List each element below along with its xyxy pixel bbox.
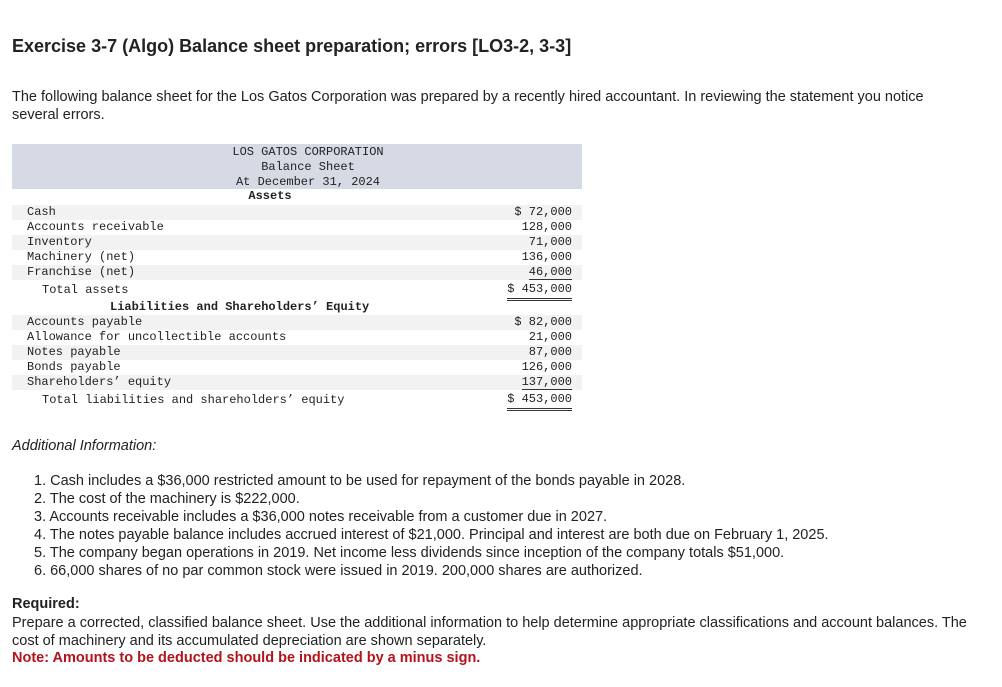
additional-info-heading: Additional Information:: [12, 438, 157, 454]
liabilities-heading: Liabilities and Shareholders’ Equity: [110, 300, 370, 314]
total-assets-label: Total assets: [42, 283, 129, 297]
liability-label: Allowance for uncollectible accounts: [27, 330, 287, 344]
asset-amount: 46,000: [528, 265, 572, 279]
asset-amount: 71,000: [528, 235, 572, 249]
asset-amount: 136,000: [521, 250, 572, 264]
liability-label: Accounts payable: [27, 315, 143, 329]
required-heading: Required:: [12, 596, 80, 612]
liability-amount: 87,000: [528, 345, 572, 359]
liability-row: [12, 315, 582, 330]
liability-label: Bonds payable: [27, 360, 121, 374]
asset-row: [12, 205, 582, 220]
asset-row: [12, 265, 582, 280]
additional-info-list: [34, 472, 829, 580]
asset-label: Machinery (net): [27, 250, 136, 264]
asset-label: Cash: [27, 205, 56, 219]
statement-date: At December 31, 2024: [235, 175, 381, 189]
required-note: Note: Amounts to be deducted should be indicated by a minus sign.: [12, 650, 481, 666]
total-liabilities-amount: $ 453,000: [507, 390, 572, 411]
exercise-intro: The following balance sheet for the Los Gatos Corporation was prepared by a recently hired accountant. In reviewing the statement you notice several errors.: [12, 89, 924, 123]
asset-row: [12, 220, 582, 235]
liability-row: [12, 345, 582, 360]
liability-amount: 126,000: [521, 360, 572, 374]
list-item: 2. The cost of the machinery is $222,000.: [34, 491, 300, 507]
liability-label: Notes payable: [27, 345, 121, 359]
asset-label: Accounts receivable: [27, 220, 164, 234]
asset-label: Franchise (net): [27, 265, 136, 279]
list-item: 4. The notes payable balance includes accrued interest of $21,000. Principal and interest are both due on February 1, 2025.: [34, 527, 829, 543]
total-assets-row: [12, 280, 582, 300]
liability-row: [12, 330, 582, 345]
liability-amount: $ 82,000: [514, 315, 572, 329]
asset-amount: 128,000: [521, 220, 572, 234]
liability-amount: 21,000: [528, 330, 572, 344]
liability-label: Shareholders’ equity: [27, 375, 172, 389]
balance-sheet-header: [12, 144, 582, 189]
statement-name: Balance Sheet: [261, 160, 355, 174]
total-liabilities-row: [12, 390, 582, 410]
list-item: 6. 66,000 shares of no par common stock were issued in 2019. 200,000 shares are authorized.: [34, 563, 643, 579]
liability-row: [12, 375, 582, 390]
liability-row: [12, 360, 582, 375]
asset-row: [12, 235, 582, 250]
assets-heading: Assets: [248, 189, 292, 203]
asset-row: [12, 250, 582, 265]
balance-sheet: [12, 144, 582, 410]
list-item: 1. Cash includes a $36,000 restricted amount to be used for repayment of the bonds payable in 2028.: [34, 473, 686, 489]
asset-amount: $ 72,000: [514, 205, 572, 219]
required-text: Prepare a corrected, classified balance sheet. Use the additional information to help determine appropriate classifications and account balances. The cost of machinery and its accumulated depreciation are shown separately.: [12, 615, 967, 649]
company-name: LOS GATOS CORPORATION: [232, 145, 384, 159]
asset-label: Inventory: [27, 235, 92, 249]
list-item: 5. The company began operations in 2019. Net income less dividends since inception of the company totals $51,000.: [34, 545, 785, 561]
exercise-title: Exercise 3-7 (Algo) Balance sheet preparation; errors [LO3-2, 3-3]: [12, 36, 572, 56]
total-liabilities-label: Total liabilities and shareholders’ equity: [42, 393, 345, 407]
total-assets-amount: $ 453,000: [507, 280, 572, 301]
liability-amount: 137,000: [521, 375, 572, 389]
list-item: 3. Accounts receivable includes a $36,000 notes receivable from a customer due in 2027.: [34, 509, 608, 525]
